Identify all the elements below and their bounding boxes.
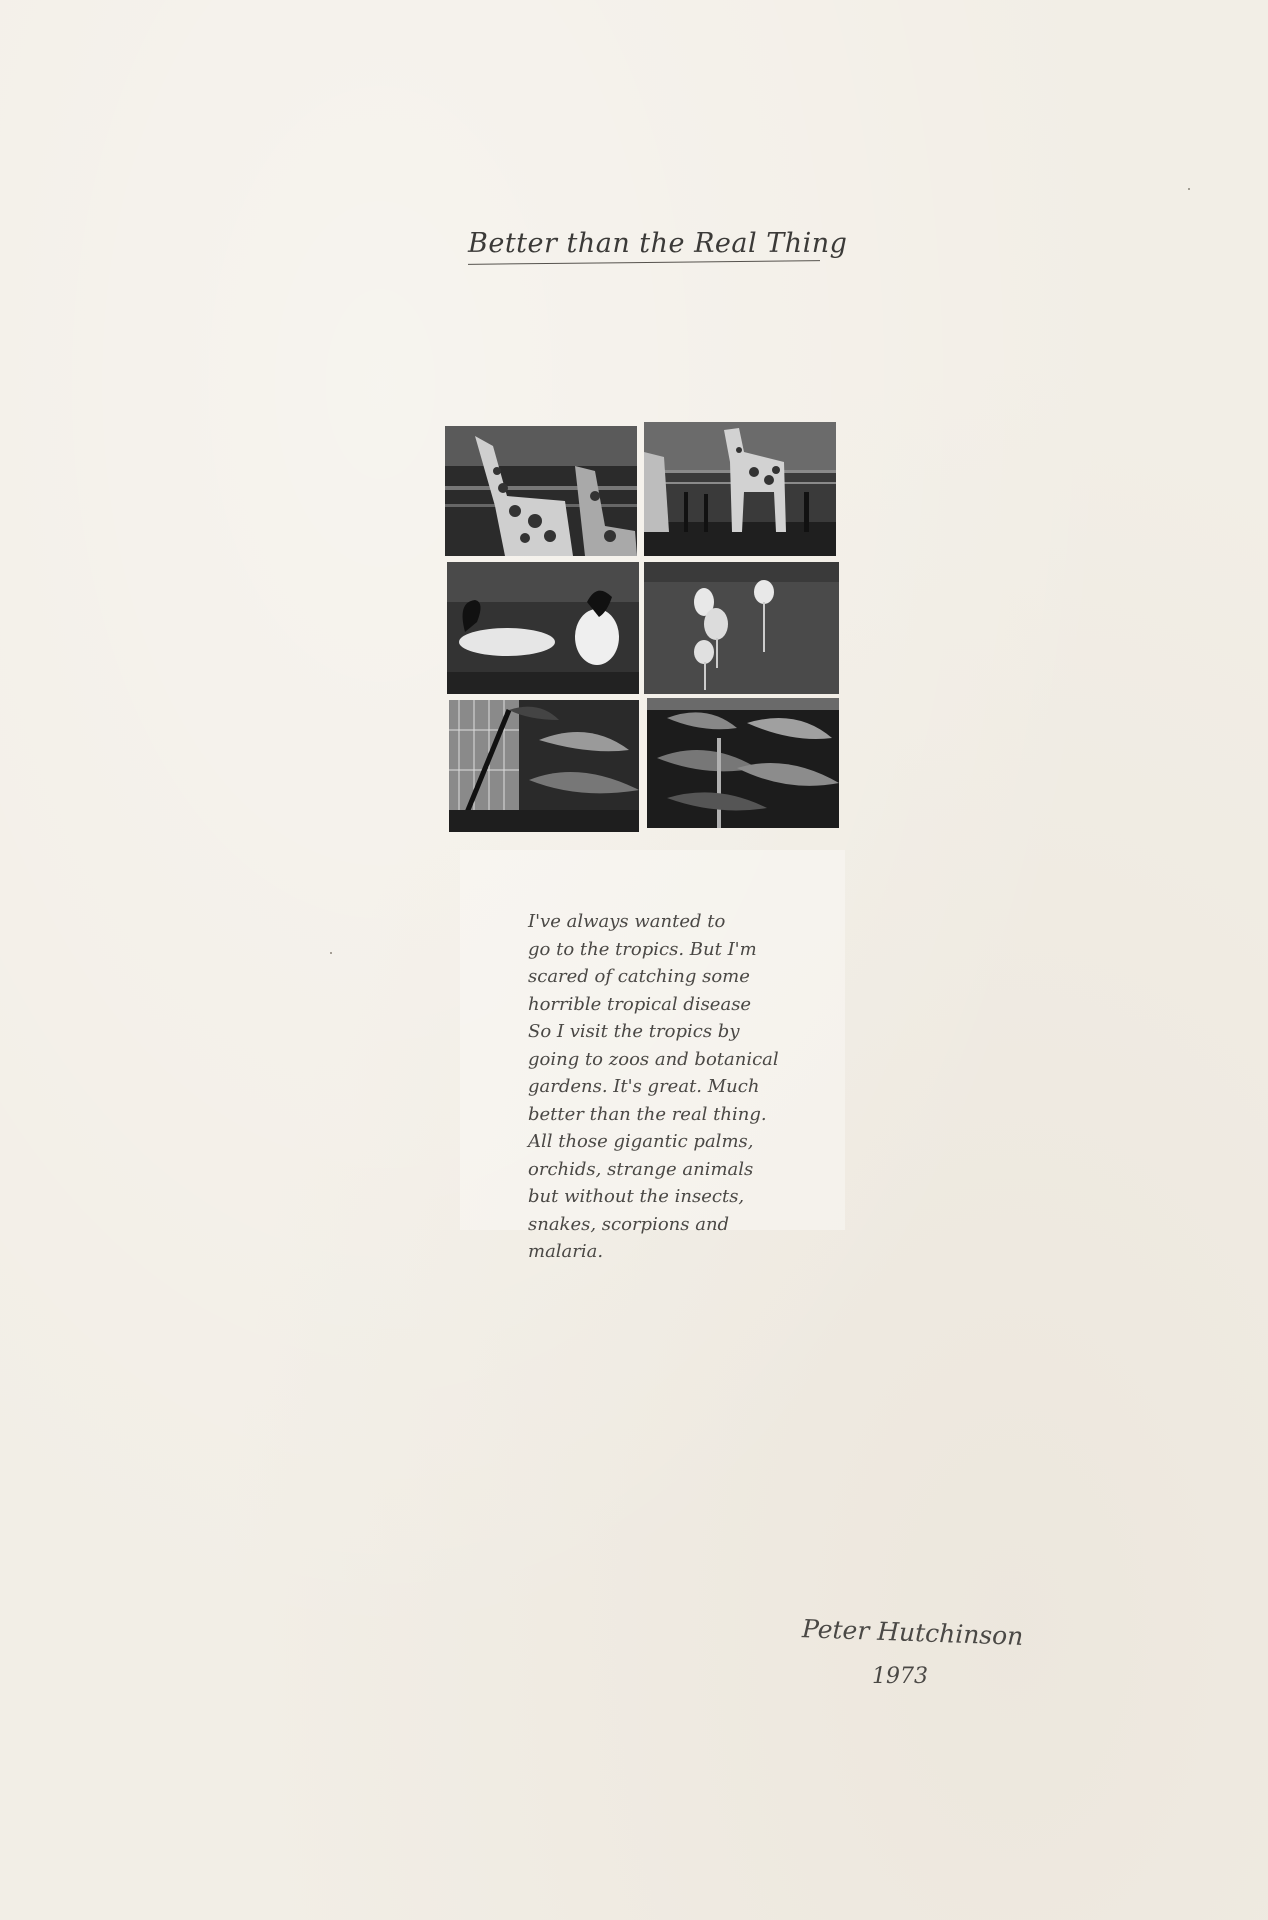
note-line: I've always wanted to bbox=[528, 911, 726, 932]
note-line: better than the real thing. bbox=[528, 1103, 767, 1125]
note-line: gardens. It's great. Much bbox=[528, 1076, 760, 1097]
title-underline bbox=[468, 260, 820, 265]
note-line: All those gigantic palms, bbox=[528, 1131, 754, 1152]
handwritten-note bbox=[528, 908, 788, 1266]
note-line: snakes, scorpions and bbox=[528, 1213, 730, 1235]
paper-speck bbox=[330, 952, 332, 954]
signature-year: 1973 bbox=[872, 1664, 928, 1689]
note-line: going to zoos and botanical bbox=[528, 1048, 779, 1070]
note-line: scared of catching some bbox=[528, 966, 750, 987]
note-line: orchids, strange animals bbox=[528, 1158, 754, 1180]
note-line: So I visit the tropics by bbox=[528, 1021, 740, 1042]
note-line: horrible tropical disease bbox=[528, 993, 752, 1015]
note-line: go to the tropics. But I'm bbox=[528, 938, 757, 960]
photo-swans bbox=[447, 562, 639, 694]
photo-flamingos bbox=[644, 562, 839, 694]
artist-signature: Peter Hutchinson bbox=[801, 1614, 1024, 1651]
note-line: malaria. bbox=[528, 1241, 604, 1262]
photo-glasshouse-palms bbox=[449, 700, 639, 832]
handwritten-title: Better than the Real Thing bbox=[468, 228, 848, 259]
photo-tropical-plants bbox=[647, 698, 839, 828]
photo-giraffes-2 bbox=[644, 422, 836, 556]
note-line: but without the insects, bbox=[528, 1186, 745, 1207]
paper-speck bbox=[1188, 188, 1190, 190]
photo-giraffes-1 bbox=[445, 426, 637, 556]
photo-grid bbox=[443, 420, 839, 832]
